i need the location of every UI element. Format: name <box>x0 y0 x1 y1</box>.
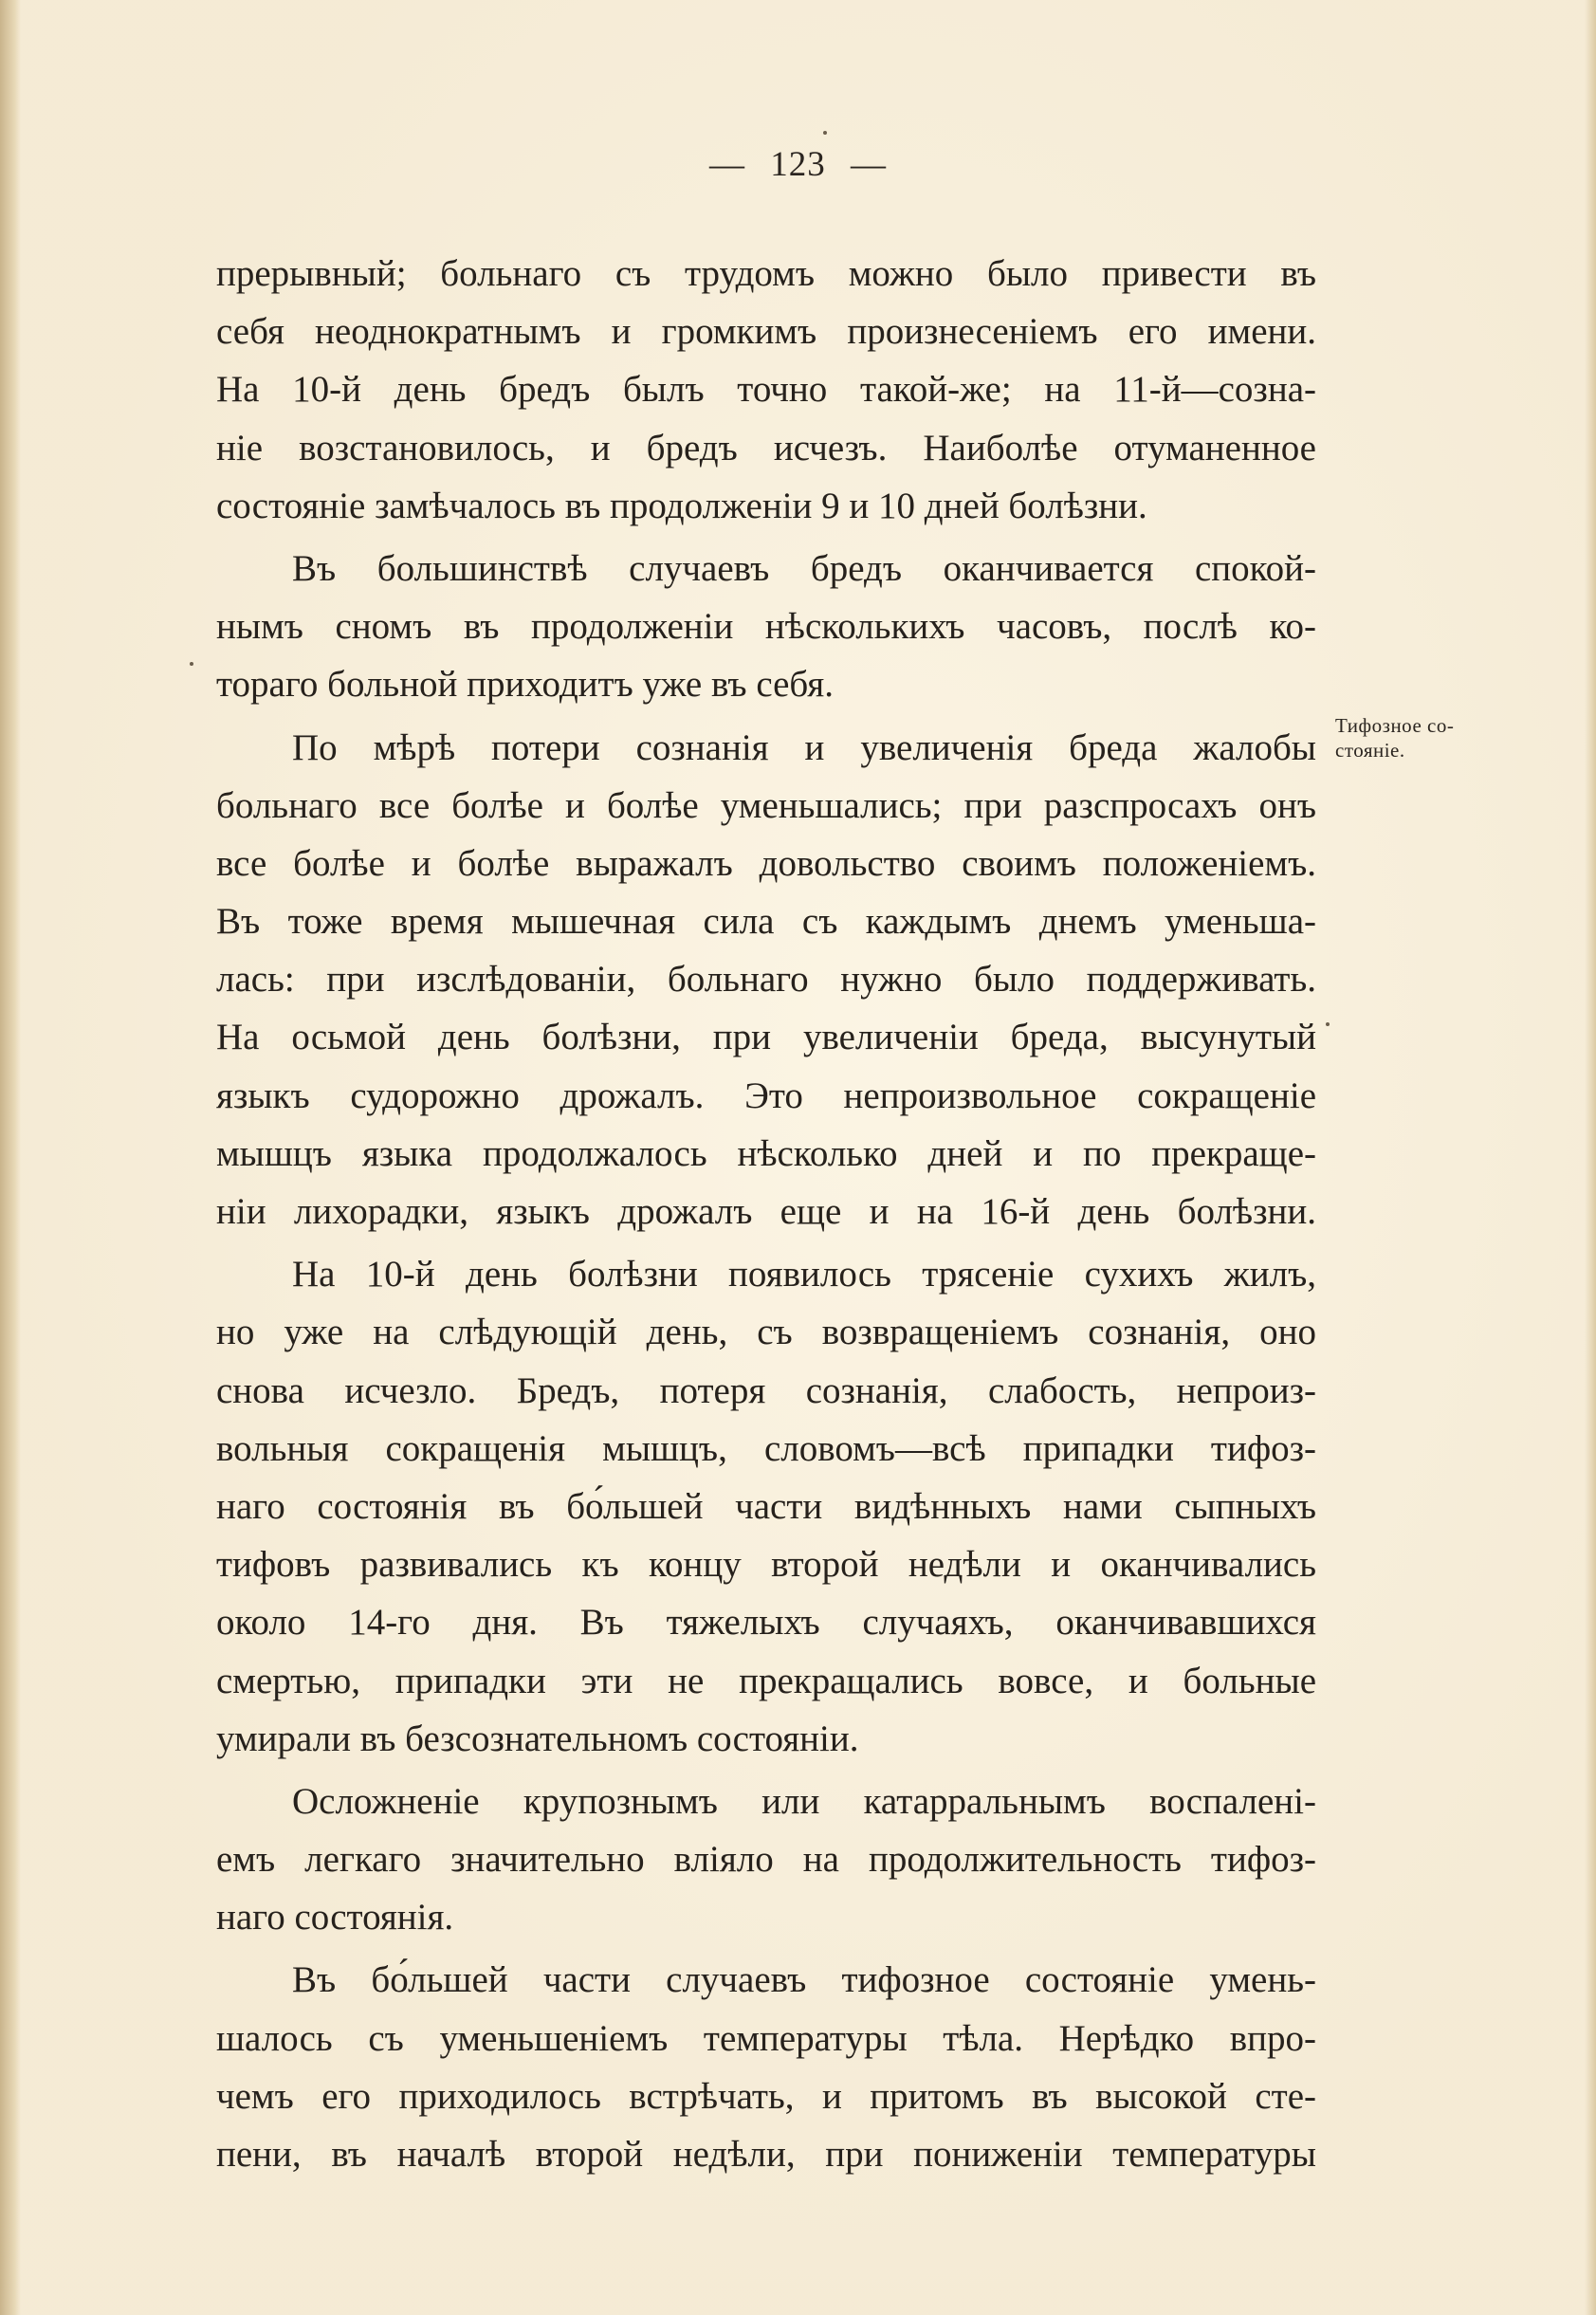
text-line: лась: при изслѣдованіи, больнаго нужно было поддерживать. <box>216 959 1316 1001</box>
page-right-edge <box>1585 0 1596 2315</box>
text-line: умирали въ безсознательномъ состояніи. <box>216 1718 859 1759</box>
text-line: наго состоянія въ бо́льшей части видѣнныхъ нами сыпныхъ <box>216 1485 1316 1527</box>
text-line: но уже на слѣдующій день, съ возвращеніемъ сознанія, оно <box>216 1312 1316 1353</box>
text-line: На 10-й день бредъ былъ точно такой-же; на 11-й—созна- <box>216 369 1316 411</box>
text-line: языкъ судорожно дрожалъ. Это непроизвольное сокращеніе <box>216 1075 1316 1116</box>
text-line: около 14-го дня. Въ тяжелыхъ случаяхъ, оканчивавшихся <box>216 1602 1316 1644</box>
text-line: нымъ сномъ въ продолженіи нѣсколькихъ часовъ, послѣ ко- <box>216 606 1316 648</box>
text-line: себя неоднократнымъ и громкимъ произнесеніемъ его имени. <box>216 311 1316 353</box>
ink-speck <box>190 662 193 666</box>
ink-speck <box>1326 1022 1330 1026</box>
body-text <box>216 245 1316 2183</box>
text-line: смертью, припадки эти не прекращались вовсе, и больные <box>216 1660 1316 1701</box>
text-line: больнаго все болѣе и болѣе уменьшались; при разспросахъ онъ <box>216 784 1316 826</box>
text-line: вольныя сокращенія мышцъ, словомъ—всѣ припадки тифоз- <box>216 1427 1316 1469</box>
ink-speck <box>823 131 827 135</box>
text-line: состояніе замѣчалось въ продолженіи 9 и 10 дней болѣзни. <box>216 485 1147 526</box>
page-binding-edge <box>0 0 21 2315</box>
page-number: 123 <box>770 145 826 184</box>
margin-note <box>1335 713 1454 762</box>
text-line: На 10-й день болѣзни появилось трясеніе сухихъ жилъ, <box>292 1254 1316 1295</box>
text-line: все болѣе и болѣе выражалъ довольство своимъ положеніемъ. <box>216 842 1316 884</box>
text-line: тифовъ развивались къ концу второй недѣли и оканчивались <box>216 1544 1316 1586</box>
text-line: прерывный; больнаго съ трудомъ можно было привести въ <box>216 253 1316 294</box>
text-line: мышцъ языка продолжалось нѣсколько дней и по прекраще- <box>216 1132 1316 1174</box>
text-line: тораго больной приходитъ уже въ себя. <box>216 664 834 706</box>
text-line: ніи лихорадки, языкъ дрожалъ еще и на 16-й день болѣзни. <box>216 1191 1316 1232</box>
page-header <box>0 144 1596 185</box>
text-line: наго состоянія. <box>216 1897 454 1938</box>
text-line: На осьмой день болѣзни, при увеличеніи бреда, высунутый <box>216 1017 1316 1058</box>
text-line: снова исчезло. Бредъ, потеря сознанія, слабость, непроиз- <box>216 1369 1316 1411</box>
text-line: шалось съ уменьшеніемъ температуры тѣла. Нерѣдко впро- <box>216 2017 1316 2059</box>
text-line: емъ легкаго значительно вліяло на продолжительность тифоз- <box>216 1839 1316 1881</box>
margin-note-line-1: Тифозное со- <box>1335 714 1455 737</box>
header-dash-right: — <box>851 145 887 184</box>
text-line: чемъ его приходилось встрѣчать, и притомъ въ высокой сте- <box>216 2075 1316 2117</box>
header-dash-left: — <box>709 145 745 184</box>
text-line: По мѣрѣ потери сознанія и увеличенія бреда жалобы <box>292 726 1316 768</box>
text-line: Въ бо́льшей части случаевъ тифозное состояніе умень- <box>292 1959 1316 2001</box>
margin-note-line-2: стояніе. <box>1335 739 1405 762</box>
text-line: Въ тоже время мышечная сила съ каждымъ днемъ уменьша- <box>216 901 1316 943</box>
text-line: Осложненіе крупознымъ или катарральнымъ воспалені- <box>292 1780 1316 1822</box>
text-line: ніе возстановилось, и бредъ исчезъ. Наиболѣе отуманенное <box>216 427 1316 469</box>
text-line: пени, въ началѣ второй недѣли, при пониженіи температуры <box>216 2134 1316 2175</box>
text-line: Въ большинствѣ случаевъ бредъ оканчивается спокой- <box>292 547 1316 589</box>
